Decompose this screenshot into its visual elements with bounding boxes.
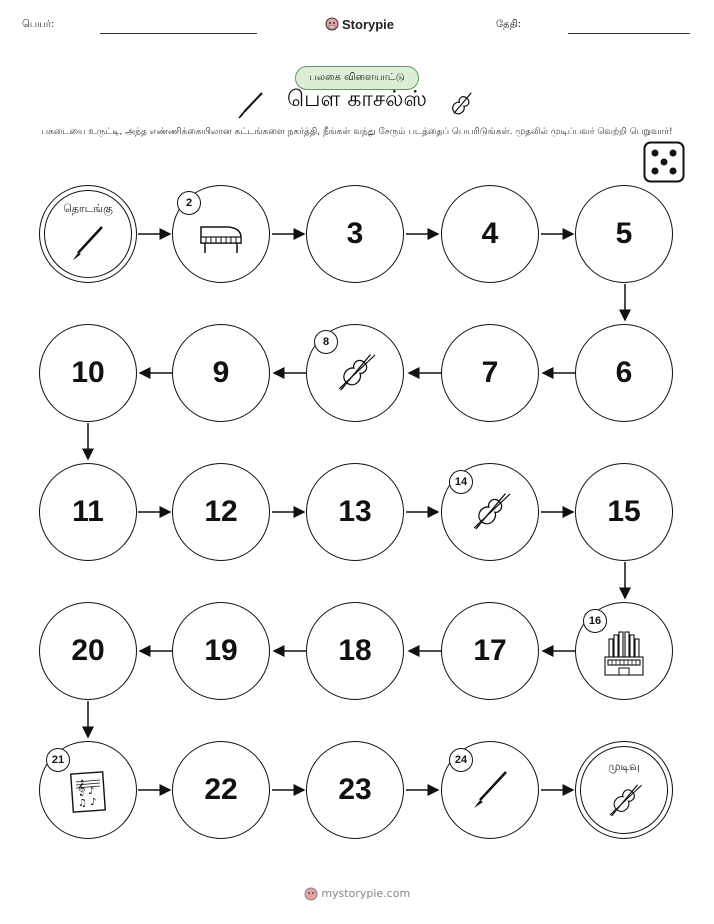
svg-text:♫: ♫ — [78, 798, 87, 809]
board-space-9[interactable] — [172, 324, 270, 422]
space-number: 7 — [481, 356, 499, 389]
bow-icon — [468, 768, 512, 812]
space-number-tag: 24 — [449, 748, 473, 772]
cello-icon — [444, 88, 478, 122]
game-type-badge: பலகை விளையாட்டு — [295, 66, 419, 90]
page-title: பௌ காசல்ஸ் — [287, 87, 427, 112]
space-number-tag: 14 — [449, 470, 473, 494]
start-label: தொடங்கு — [63, 202, 113, 215]
storypie-mascot-icon — [325, 17, 339, 31]
bow-icon — [68, 223, 108, 263]
brand-logo — [325, 14, 395, 34]
cello-icon — [464, 486, 516, 538]
svg-text:♪: ♪ — [88, 786, 95, 797]
name-line[interactable] — [100, 33, 257, 34]
space-number: 17 — [473, 634, 507, 667]
space-number: 6 — [615, 356, 633, 389]
board-space-4[interactable] — [441, 185, 539, 283]
board-space-10[interactable] — [39, 324, 137, 422]
space-number-tag: 21 — [46, 748, 70, 772]
svg-text:♪: ♪ — [90, 797, 97, 808]
space-number-tag: 16 — [583, 609, 607, 633]
board-space-22[interactable] — [172, 741, 270, 839]
svg-text:𝄞: 𝄞 — [77, 780, 86, 796]
cello-icon — [601, 778, 647, 824]
space-number: 18 — [338, 634, 372, 667]
finish-label: முடிவு — [608, 760, 640, 773]
storypie-mascot-icon — [304, 887, 318, 901]
space-number: 19 — [204, 634, 238, 667]
board-space-6[interactable] — [575, 324, 673, 422]
board-space-20[interactable] — [39, 602, 137, 700]
space-number: 13 — [338, 495, 372, 528]
space-number: 20 — [71, 634, 105, 667]
dice-icon[interactable] — [643, 141, 685, 183]
organ-icon — [601, 629, 647, 679]
board-space-15[interactable] — [575, 463, 673, 561]
space-number: 15 — [607, 495, 641, 528]
space-number-tag: 8 — [314, 330, 338, 354]
name-label: பெயர்: — [22, 19, 55, 30]
instructions: பகடையை உருட்டி, அந்த எண்ணிக்கையிலான கட்டங்களை நகர்த்தி, நீங்கள் வந்து சேரும் படத்தைப் பெயரிடுங்கள். முதலில் முடிப்பவர் வெற்றி பெறுவார்! — [41, 127, 673, 137]
cello-icon — [329, 347, 381, 399]
space-number: 9 — [212, 356, 230, 389]
space-number: 5 — [615, 217, 633, 250]
footer — [0, 887, 714, 901]
space-number: 23 — [338, 773, 372, 806]
sheet-music-icon — [68, 770, 108, 814]
board-space-finish[interactable] — [575, 741, 673, 839]
brand-name: Storypie — [342, 16, 395, 32]
board-space-19[interactable] — [172, 602, 270, 700]
board-space-13[interactable] — [306, 463, 404, 561]
space-number: 22 — [204, 773, 238, 806]
date-label: தேதி: — [496, 19, 522, 30]
space-number: 12 — [204, 495, 238, 528]
space-number: 4 — [481, 217, 499, 250]
board-space-start[interactable] — [39, 185, 137, 283]
space-number: 3 — [346, 217, 364, 250]
space-number: 11 — [72, 495, 104, 528]
board-space-5[interactable] — [575, 185, 673, 283]
board-space-7[interactable] — [441, 324, 539, 422]
board-space-17[interactable] — [441, 602, 539, 700]
board-space-3[interactable] — [306, 185, 404, 283]
board-space-23[interactable] — [306, 741, 404, 839]
piano-icon — [196, 217, 246, 257]
footer-url[interactable]: mystorypie.com — [321, 887, 411, 900]
date-line[interactable] — [568, 33, 690, 34]
board-space-18[interactable] — [306, 602, 404, 700]
board-space-12[interactable] — [172, 463, 270, 561]
space-number: 10 — [71, 356, 105, 389]
board-space-11[interactable] — [39, 463, 137, 561]
space-number-tag: 2 — [177, 191, 201, 215]
